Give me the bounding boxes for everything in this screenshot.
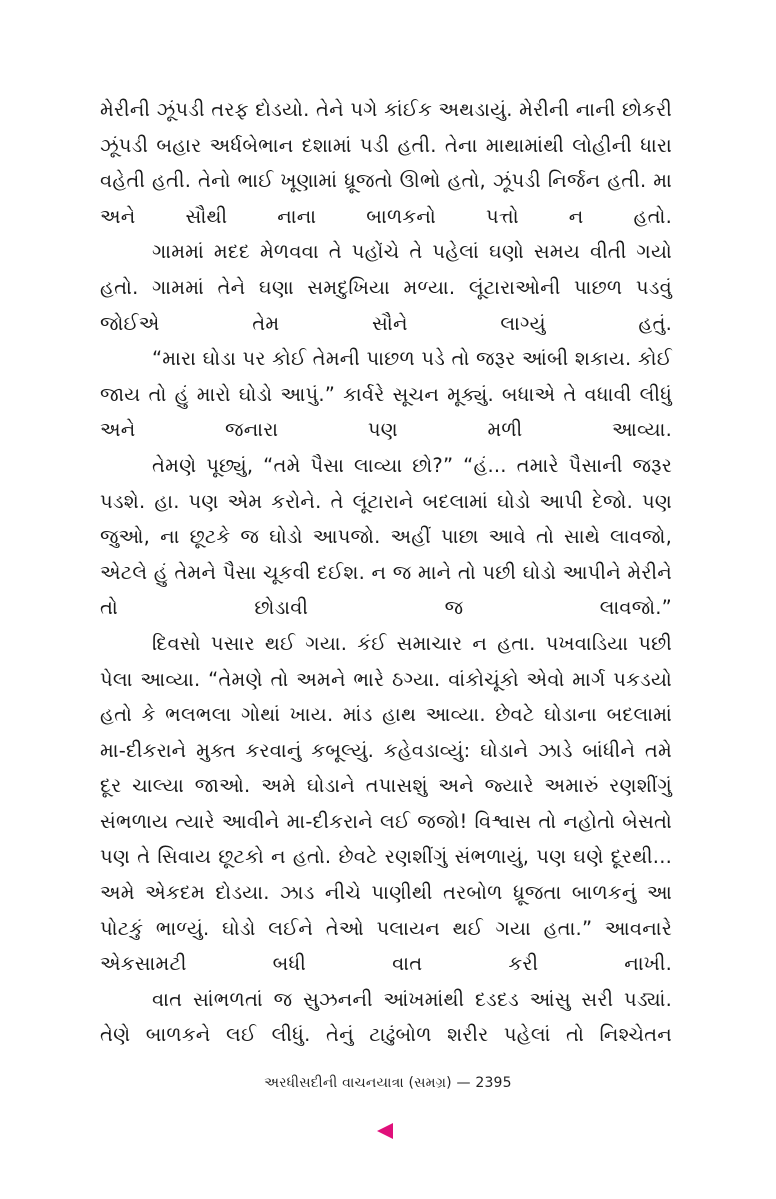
paragraph-5: દિવસો પસાર થઈ ગયા. કંઈ સમાચાર ન હતા. પખવાડિયા પછી પેલા આવ્યા. “તેમણે તો અમને ભારે ઠગ્યા. વાંકોચૂંકો એવો માર્ગ પકડયો હતો કે ભલભલા ગોથાં ખાય. માંડ હાથ આવ્યા. છેવટે ઘોડાના બદલામાં મા-દીકરાને મુક્ત કરવાનું કબૂલ્યું. કહેવડાવ્યું: ઘોડાને ઝાડે બાંધીને તમે દૂર ચાલ્યા જાઓ. અમે ઘોડાને તપાસશું અને જ્યારે અમારું રણશીંગું સંભળાય ત્યારે આવીને મા-દીકરાને લઈ જજો! વિશ્વાસ તો નહોતો બેસતો પણ તે સિવાય છૂટકો ન હતો. છેવટે રણશીંગું સંભળાયું, પણ ઘણે દૂરથી... અમે એકદમ દોડયા. ઝાડ નીચે પાણીથી તરબોળ ધ્રૂજતા બાળકનું આ પોટકું ભાળ્યું. ઘોડો લઈને તેઓ પલાયન થઈ ગયા હતા.” આવનારે એકસામટી બધી વાત કરી નાખી. [100, 631, 672, 976]
paragraph-4: તેમણે પૂછ્યું, “તમે પૈસા લાવ્યા છો?” “હં... તમારે પૈસાની જરૂર પડશે. હા. પણ એમ કરોને. તે લૂંટારાને બદલામાં ઘોડો આપી દેજો. પણ જુઓ, ના છૂટકે જ ઘોડો આપજો. અહીં પાછા આવે તો સાથે લાવજો, એટલે હું તેમને પૈસા ચૂકવી દઈશ. ન જ માને તો પછી ઘોડો આપીને મેરીને તો છોડાવી જ લાવજો.” [100, 453, 672, 620]
previous-page-arrow-icon[interactable] [377, 1123, 393, 1139]
paragraph-2: ગામમાં મદદ મેળવવા તે પહોંચે તે પહેલાં ઘણો સમય વીતી ગયો હતો. ગામમાં તેને ઘણા સમદુખિયા મળ્યા. લૂંટારાઓની પાછળ પડવું જોઈએ તેમ સૌને લાગ્યું હતું. [100, 240, 672, 335]
paragraph-6: વાત સાંભળતાં જ સુઝનની આંખમાંથી દડદડ આંસુ સરી પડ્યાં. તેણે બાળકને લઈ લીધું. તેનું ટાઢુંબોળ શરીર પહેલાં તો નિશ્ચેતન [100, 987, 672, 1047]
page-footer: અરધીસદીની વાચનયાત્રા (સમગ્ર) — 2395 [264, 1075, 512, 1091]
page-body [100, 92, 672, 1053]
paragraph-1: મેરીની ઝૂંપડી તરફ દોડયો. તેને પગે કાંઈક અથડાયું. મેરીની નાની છોકરી ઝૂંપડી બહાર અર્ધબેભાન દશામાં પડી હતી. તેના માથામાંથી લોહીની ધારા વહેતી હતી. તેનો ભાઈ ખૂણામાં ધ્રૂજતો ઊભો હતો, ઝૂંપડી નિર્જન હતી. મા અને સૌથી નાના બાળકનો પત્તો ન હતો. [100, 98, 672, 228]
paragraph-3: “મારા ઘોડા પર કોઈ તેમની પાછળ પડે તો જરૂર આંબી શકાય. કોઈ જાય તો હું મારો ઘોડો આપું.” કાર્વરે સૂચન મૂક્યું. બધાએ તે વધાવી લીધું અને જનારા પણ મળી આવ્યા. [100, 347, 672, 442]
